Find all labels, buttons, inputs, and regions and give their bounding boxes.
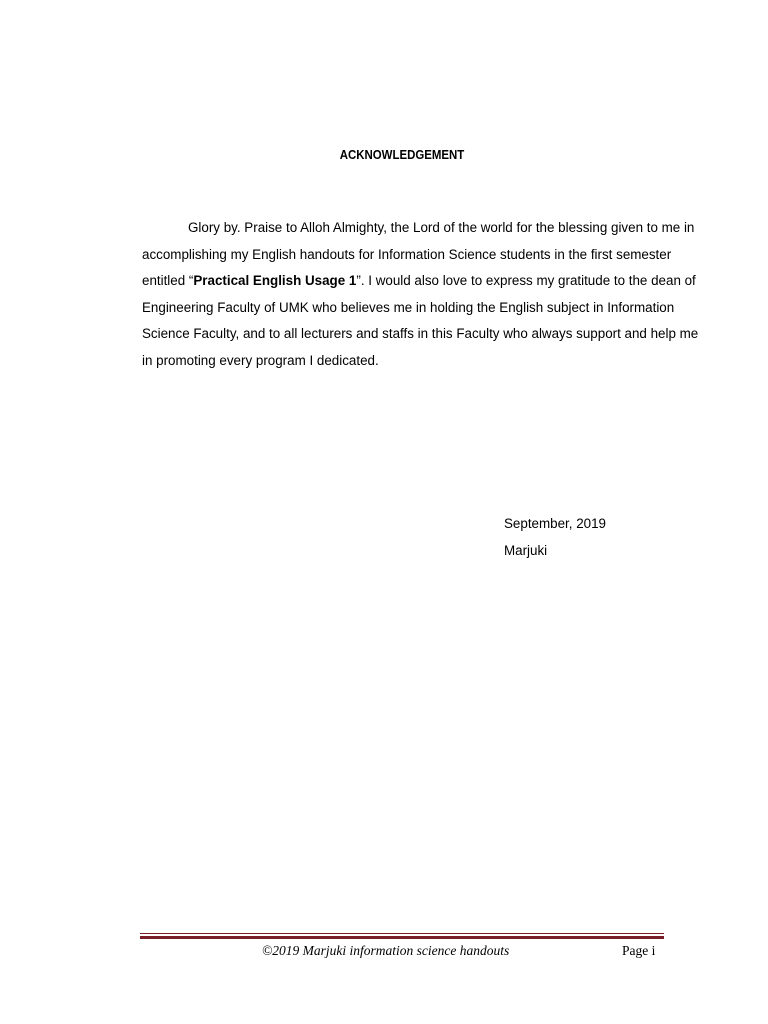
paragraph-line-4: Engineering Faculty of UMK who believes me in holding the English subject in Information bbox=[142, 299, 675, 315]
paragraph-line-5: Science Faculty, and to all lecturers and staffs in this Faculty who always support and help me bbox=[142, 326, 699, 342]
paragraph-line-2: accomplishing my English handouts for Information Science students in the first semester bbox=[142, 246, 672, 262]
signature-author: Marjuki bbox=[504, 543, 548, 558]
footer-page-number: Page i bbox=[622, 943, 656, 958]
signature-date: September, 2019 bbox=[504, 516, 606, 531]
page-heading: ACKNOWLEDGEMENT bbox=[339, 147, 465, 162]
footer-rule-thin bbox=[140, 933, 664, 934]
paragraph-line-6: in promoting every program I dedicated. bbox=[142, 352, 379, 368]
book-title: Practical English Usage 1 bbox=[193, 273, 357, 289]
paragraph-line-3: entitled “Practical English Usage 1”. I would also love to express my gratitude to the dean of bbox=[142, 273, 696, 289]
acknowledgement-paragraph bbox=[142, 215, 699, 375]
signature-block bbox=[504, 510, 606, 564]
footer-copyright: ©2019 Marjuki information science handouts bbox=[262, 943, 510, 958]
footer-rule-thick bbox=[140, 936, 664, 939]
paragraph-line-1: Glory by. Praise to Alloh Almighty, the Lord of the world for the blessing given to me in bbox=[188, 220, 695, 235]
